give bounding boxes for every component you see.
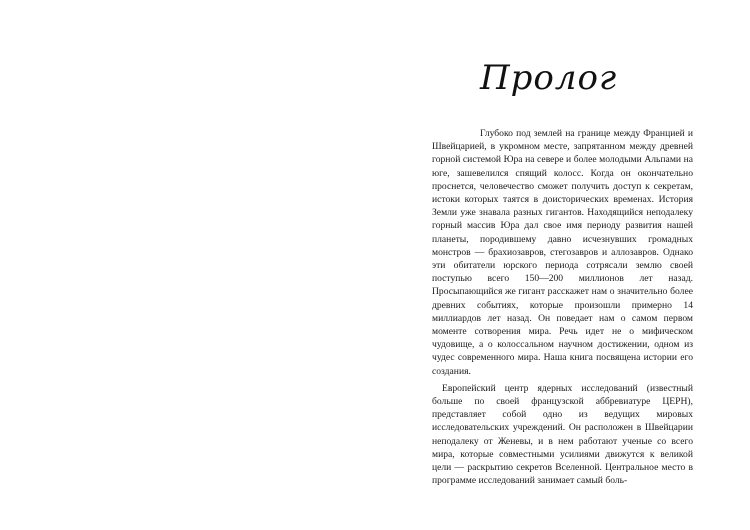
- paragraph-2: Европейский центр ядерных исследований (известный больше по своей французской аббревиатуре ЦЕРН), представляет собой одно из ведущих мировых исследовательских учреждений. Он расположен в Швейцарии неподалеку от Женевы, и в нем работают ученые со всего мира, которые совместными усилиями движутся к великой цели — раскрытию секретов Вселенной. Центральное место в программе исследований занимает самый боль-: [432, 382, 693, 487]
- chapter-title: Пролог: [480, 58, 618, 98]
- right-page: [375, 0, 750, 530]
- body-text: [432, 127, 693, 487]
- paragraph-1: Глубоко под землей на границе между Францией и Швейцарией, в укромном месте, запрятанном между древней горной системой Юра на севере и более молодыми Альпами на юге, зашевелился спящий колосс. Когда он окончательно проснется, человечество сможет получить доступ к секретам, истоки которых таятся в доисторических временах. История Земли уже знавала разных гигантов. Находящийся неподалеку горный массив Юра дал свое имя периоду развития нашей планеты, породившему давно исчезнувших громадных монстров — брахиозавров, стегозавров и аллозавров. Однако эти обитатели юрского периода сотрясали землю своей поступью всего 150—200 миллионов лет назад. Просыпающийся же гигант расскажет нам о значительно более древних событиях, которые произошли примерно 14 миллиардов лет назад. Он поведает нам о самом первом моменте сотворения мира. Речь идет не о мифическом чудовище, а о колоссальном научном достижении, одном из чудес современного мира. Наша книга посвящена истории его создания.: [432, 128, 693, 377]
